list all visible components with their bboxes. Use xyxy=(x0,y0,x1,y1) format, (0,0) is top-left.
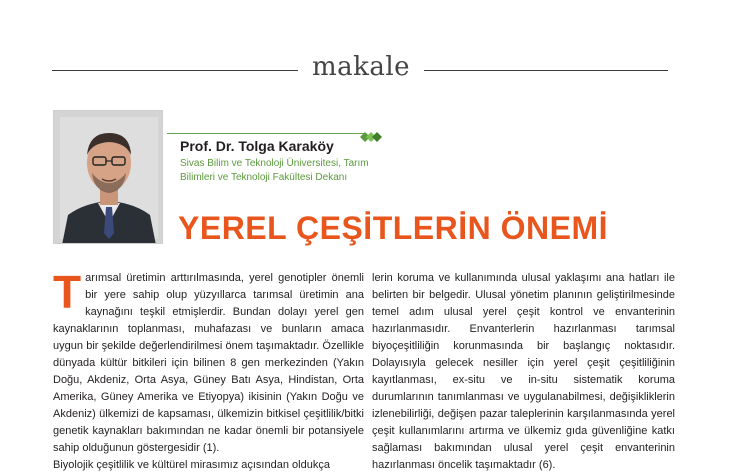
author-affiliation xyxy=(180,157,410,185)
header-rule-left xyxy=(52,70,298,71)
article-paragraph: lerin koruma ve kullanımında ulusal yaklaşımı ana hatları ile belirten bir belgedir. Ulusal yönetim planının geliştirilmesinde temel adım ulusal yerel çeşit kontrol ve envanterinin hazırlanmasıdır. Envanterlerin hazırlanması tarımsal biyoçeşitliliğin korunmasında bir başlangıç noktasıdır. Dolayısıyla gelecek nesiller için yerel çeşit çeşitliliğinin kayıtlanması, ex-situ ve in-situ sistematik koruma durumlarının tanımlanması ve uygulanabilmesi, değişikliklerin izlenebilirliği, değişen pazar taleplerinin karşılanmasında yerel çeşit kullanımlarını artırma ve ülkemiz gıda güvenliğine katkı sağlaması bakımından ulusal yerel çeşit envanterinin hazırlanması öncelik taşımaktadır (6). xyxy=(372,272,675,471)
article-paragraph: Biyolojik çeşitlilik ve kültürel mirasımız açısından oldukça xyxy=(53,459,330,471)
paragraph-text: arımsal üretimin arttırılmasında, yerel genotipler önemli bir yere sahip olup yüzyıllarca tarımsal üretimin ana kaynağını teşkil etmişlerdir. Bundan dolayı yerel gen kaynaklarının toplanması, muhafazası ve bunların amaca uygun bir şekilde değerlendirilmesi önem taşımaktadır. Özellikle dünyada kültür bitkileri için bilinen 8 gen merkezinden (Yakın Doğu, Akdeniz, Orta Asya, Güney Batı Asya, Hindistan, Orta Amerika, Güney Amerika ve Etiyopya) ikisinin (Yakın Doğu ve Akdeniz) ülkemizi de kapsaması, ülkemizin bitkisel çeşitlilik/bitki genetik kaynakları bakımından ne kadar önemli bir potansiyele sahip olduğunun göstergesidir (1). xyxy=(53,272,364,454)
author-portrait-image xyxy=(54,111,163,244)
article-paragraph xyxy=(53,266,364,457)
dropcap: T xyxy=(53,266,82,318)
article-column-2 xyxy=(372,270,675,474)
author-name: Prof. Dr. Tolga Karaköy xyxy=(180,138,334,154)
section-label: makale xyxy=(311,52,411,82)
header-rule-right xyxy=(424,70,668,71)
article-title: YEREL ÇEŞİTLERİN ÖNEMİ xyxy=(178,210,609,246)
green-cubes-icon xyxy=(360,130,382,144)
author-photo xyxy=(53,110,163,244)
author-divider xyxy=(167,133,364,134)
affiliation-line-1: Sivas Bilim ve Teknoloji Üniversitesi, Tarım xyxy=(180,158,369,169)
article-column-1 xyxy=(53,266,364,474)
affiliation-line-2: Bilimleri ve Teknoloji Fakültesi Dekanı xyxy=(180,172,348,183)
